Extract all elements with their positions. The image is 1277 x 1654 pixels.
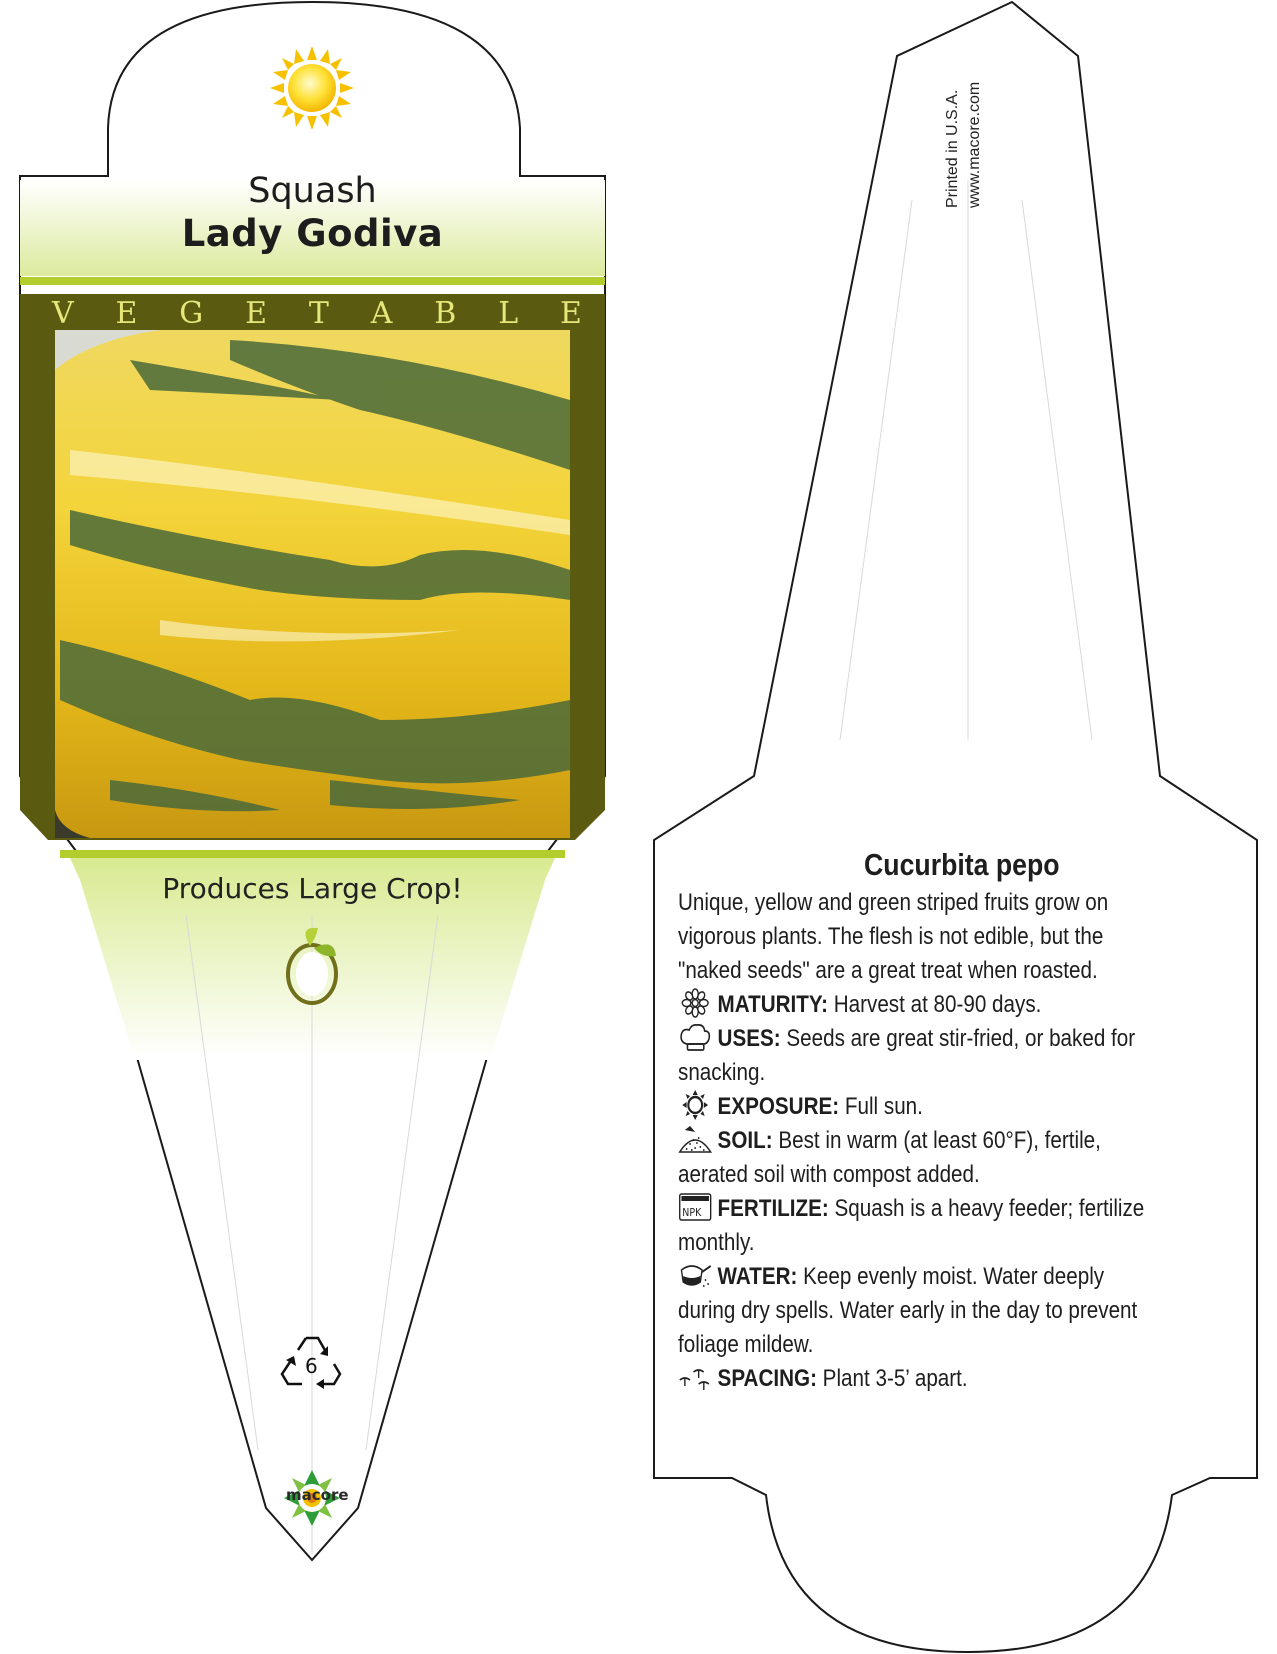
- squash-photo: [55, 330, 570, 838]
- category-letter: T: [308, 296, 329, 331]
- maturity-label: MATURITY:: [717, 991, 829, 1018]
- exposure-label: EXPOSURE:: [717, 1093, 840, 1120]
- print-info: [944, 48, 983, 208]
- exposure-row: [678, 1090, 1164, 1124]
- lime-band-bottom: [60, 850, 565, 858]
- uses-text: Seeds are great stir-fried, or baked for snacking.: [678, 1025, 1136, 1086]
- category-letter: L: [498, 296, 519, 331]
- npk-text: NPK: [682, 1206, 702, 1220]
- spacing-row: [678, 1362, 1164, 1396]
- spacing-icon: [678, 1362, 712, 1392]
- species-name: Cucurbita pepo: [864, 847, 1060, 882]
- maturity-row: [678, 988, 1164, 1022]
- water-label: WATER:: [717, 1263, 798, 1290]
- category-letter: G: [179, 296, 204, 331]
- soil-row: [678, 1124, 1164, 1192]
- watering-can-icon: [678, 1260, 712, 1290]
- website: www.macore.com: [966, 81, 983, 208]
- soil-text: Best in warm (at least 60°F), fertile, aerated soil with compost added.: [678, 1127, 1101, 1188]
- fertilize-text: Squash is a heavy feeder; fertilize monthly.: [678, 1195, 1145, 1256]
- care-instructions: [678, 848, 1164, 1396]
- chef-hat-icon: [678, 1022, 712, 1052]
- water-row: [678, 1260, 1164, 1362]
- description: Unique, yellow and green striped fruits grow on vigorous plants. The flesh is not edible, but the "naked seeds" are a great treat when roasted.: [678, 889, 1109, 984]
- back-tag-outline: [654, 2, 1257, 1652]
- recycle-number: 6: [305, 1354, 318, 1378]
- printed-in: Printed in U.S.A.: [944, 89, 961, 208]
- uses-label: USES:: [717, 1025, 781, 1052]
- category-letter: A: [370, 296, 393, 331]
- water-text: Keep evenly moist. Water deeply during dry spells. Water early in the day to prevent foliage mildew.: [678, 1263, 1138, 1358]
- fertilize-row: [678, 1192, 1164, 1260]
- lime-band-top: [20, 277, 605, 285]
- category-letter: E: [115, 296, 138, 331]
- spacing-text: Plant 3-5’ apart.: [822, 1365, 968, 1392]
- sun-outline-icon: [678, 1090, 712, 1120]
- uses-row: [678, 1022, 1164, 1090]
- flower-icon: [678, 988, 712, 1018]
- common-name: Squash: [248, 171, 377, 211]
- tagline: Produces Large Crop!: [162, 872, 463, 905]
- variety-name: Lady Godiva: [181, 212, 444, 255]
- category-letter: B: [434, 296, 457, 331]
- npk-icon: [678, 1192, 712, 1222]
- macore-wordmark: macore: [286, 1486, 349, 1504]
- soil-label: SOIL:: [717, 1127, 773, 1154]
- category-letter: E: [559, 296, 582, 331]
- spacing-label: SPACING:: [717, 1365, 817, 1392]
- soil-icon: [678, 1124, 712, 1154]
- exposure-text: Full sun.: [844, 1093, 923, 1120]
- fertilize-label: FERTILIZE:: [717, 1195, 829, 1222]
- category-label: [52, 296, 582, 331]
- category-letter: E: [245, 296, 268, 331]
- sun-icon: [270, 46, 354, 130]
- category-letter: V: [52, 296, 74, 331]
- maturity-text: Harvest at 80-90 days.: [833, 991, 1042, 1018]
